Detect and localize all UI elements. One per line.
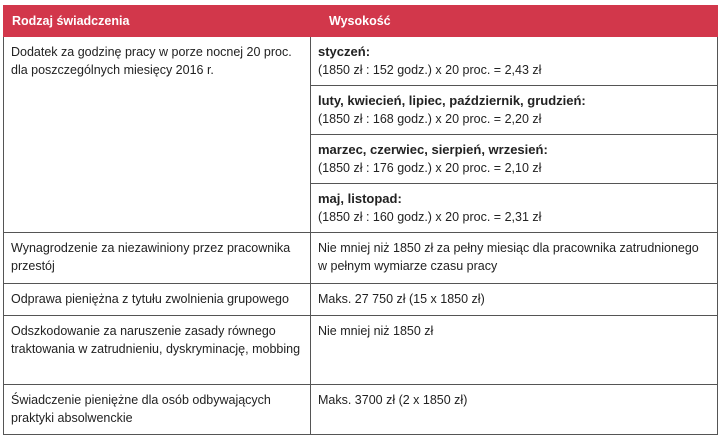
header-amount: Wysokość (311, 6, 718, 37)
table-row (4, 37, 718, 86)
row-value: Nie mniej niż 1850 zł za pełny miesiąc dla pracownika zatrudnionego w pełnym wymiarze czasu pracy (311, 233, 718, 284)
month-title: maj, listopad: (318, 191, 402, 206)
header-benefit-type: Rodzaj świadczenia (4, 6, 311, 37)
night-work-label: Dodatek za godzinę pracy w porze nocnej 20 proc. dla poszczególnych miesięcy 2016 r. (4, 37, 311, 233)
month-formula: (1850 zł : 152 godz.) x 20 proc. = 2,43 zł (318, 63, 542, 77)
row-label: Wynagrodzenie za niezawiniony przez pracownika przestój (4, 233, 311, 284)
table-row (4, 233, 718, 284)
benefits-table-container (3, 5, 717, 435)
benefits-table (3, 5, 718, 435)
table-row (4, 316, 718, 385)
row-label: Świadczenie pieniężne dla osób odbywających praktyki absolwenckie (4, 385, 311, 435)
month-cell (311, 37, 718, 86)
month-cell (311, 135, 718, 184)
month-formula: (1850 zł : 160 godz.) x 20 proc. = 2,31 zł (318, 210, 542, 224)
row-label: Odszkodowanie za naruszenie zasady równego traktowania w zatrudnieniu, dyskryminację, mobbing (4, 316, 311, 385)
table-row (4, 385, 718, 435)
table-row (4, 284, 718, 316)
month-formula: (1850 zł : 168 godz.) x 20 proc. = 2,20 zł (318, 112, 542, 126)
row-value: Maks. 3700 zł (2 x 1850 zł) (311, 385, 718, 435)
month-title: luty, kwiecień, lipiec, październik, grudzień: (318, 93, 586, 108)
month-title: marzec, czerwiec, sierpień, wrzesień: (318, 142, 548, 157)
month-cell (311, 184, 718, 233)
table-header-row (4, 6, 718, 37)
row-value: Maks. 27 750 zł (15 x 1850 zł) (311, 284, 718, 316)
month-cell (311, 86, 718, 135)
row-label: Odprawa pieniężna z tytułu zwolnienia grupowego (4, 284, 311, 316)
row-value: Nie mniej niż 1850 zł (311, 316, 718, 385)
month-formula: (1850 zł : 176 godz.) x 20 proc. = 2,10 zł (318, 161, 542, 175)
month-title: styczeń: (318, 44, 371, 59)
